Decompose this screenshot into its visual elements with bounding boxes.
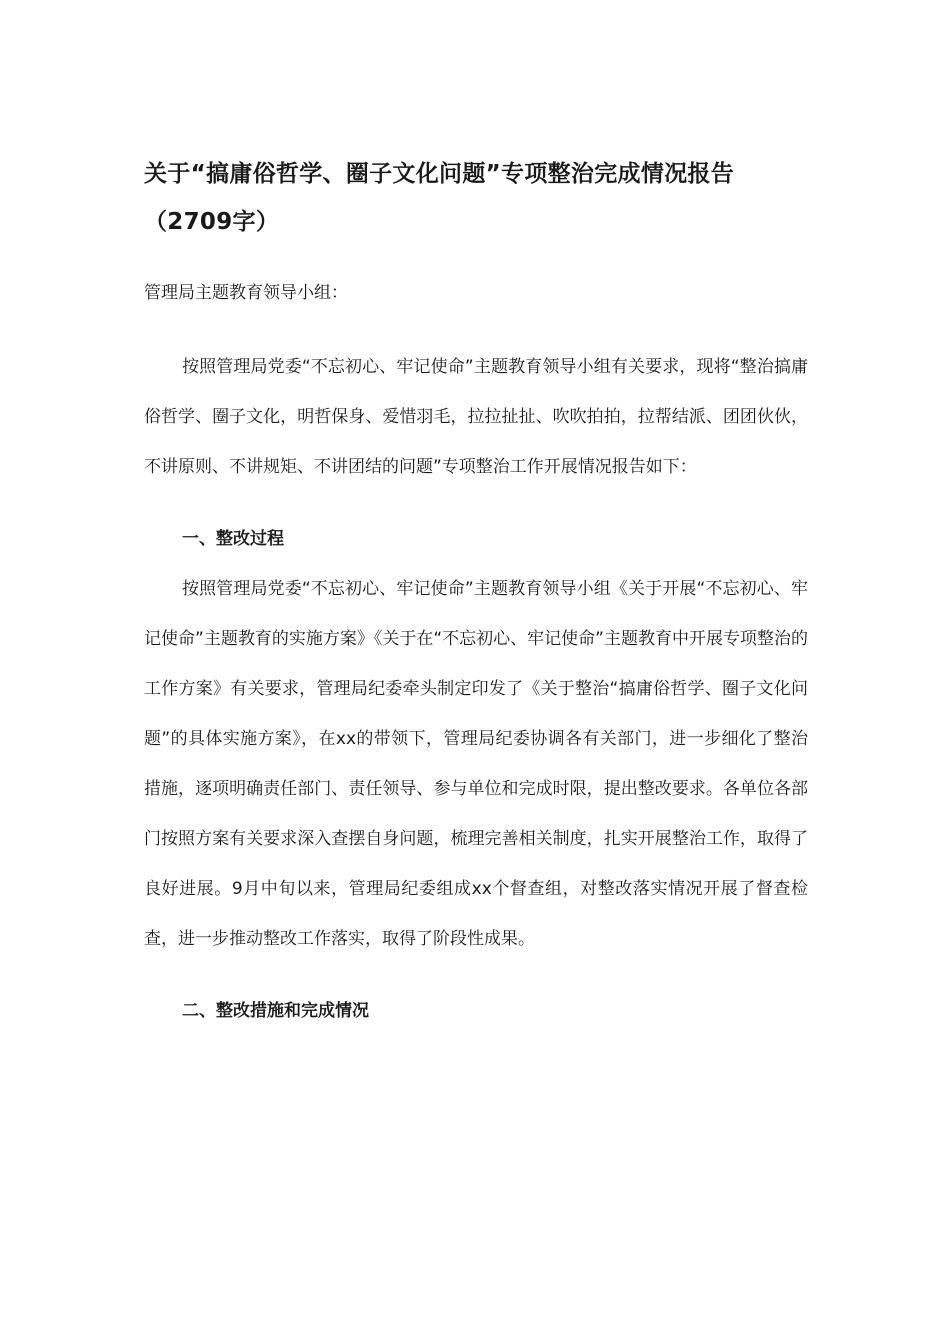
salutation: 管理局主题教育领导小组： <box>144 283 348 303</box>
intro-paragraph: 按照管理局党委“不忘初心、牢记使命”主题教育领导小组有关要求，现将“整治搞庸俗哲学、圈子文化，明哲保身、爱惜羽毛，拉拉扯扯、吹吹拍拍，拉帮结派、团团伙伙，不讲原则、不讲规矩、不讲团结的问题”专项整治工作开展情况报告如下： <box>144 357 808 477</box>
document-page <box>144 150 808 1036</box>
section-1-paragraph: 按照管理局党委“不忘初心、牢记使命”主题教育领导小组《关于开展“不忘初心、牢记使命”主题教育的实施方案》《关于在“不忘初心、牢记使命”主题教育中开展专项整治的工作方案》有关要求，管理局纪委牵头制定印发了《关于整治“搞庸俗哲学、圈子文化问题”的具体实施方案》，在xx的带领下，管理局纪委协调各有关部门，进一步细化了整治措施，逐项明确责任部门、责任领导、参与单位和完成时限，提出整改要求。各单位各部门按照方案有关要求深入查摆自身问题，梳理完善相关制度，扎实开展整治工作，取得了良好进展。9月中旬以来，管理局纪委组成xx个督查组，对整改落实情况开展了督查检查，进一步推动整改工作落实，取得了阶段性成果。 <box>144 579 808 949</box>
section-heading-2: 二、整改措施和完成情况 <box>182 1001 369 1021</box>
document-title: 关于“搞庸俗哲学、圈子文化问题”专项整治完成情况报告（2709字） <box>144 161 735 235</box>
section-heading-1: 一、整改过程 <box>182 529 284 549</box>
